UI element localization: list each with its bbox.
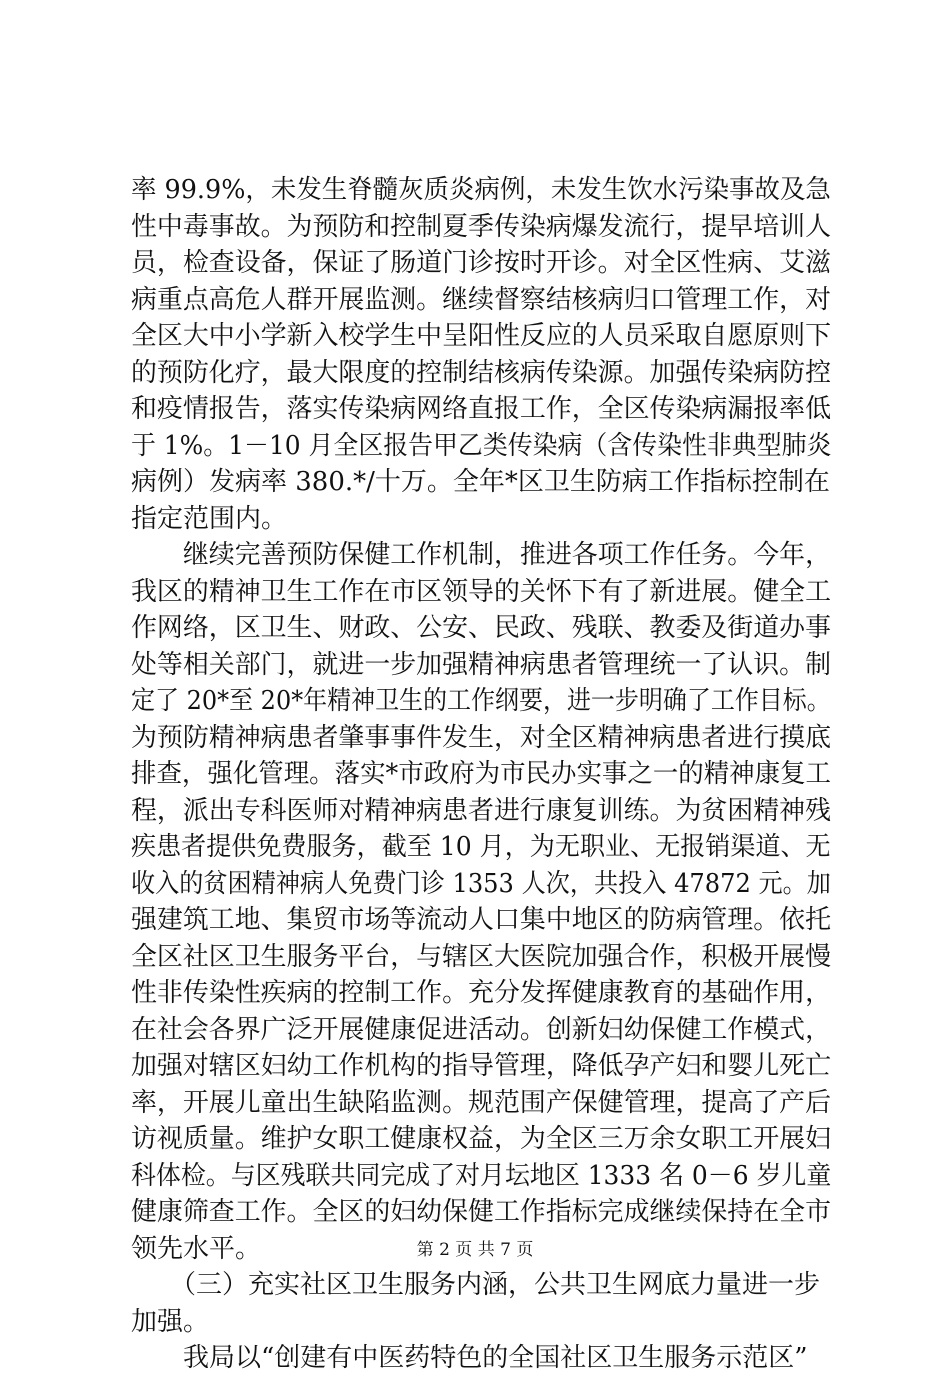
text-line: 全区社区卫生服务平台，与辖区大医院加强合作，积极开展慢 (131, 941, 832, 972)
text-line: 病例）发病率 380.*/十万。全年*区卫生防病工作指标控制在 (131, 467, 830, 497)
text-line: 率，开展儿童出生缺陷监测。规范围产保健管理，提高了产后 (131, 1087, 832, 1118)
page-number: 第 2 页 共 7 页 (416, 1240, 534, 1260)
text-line: 疾患者提供免费服务，截至 10 月，为无职业、无报销渠道、无 (131, 832, 831, 862)
text-line: 收入的贫困精神病人免费门诊 1353 人次，共投入 47872 元。加 (131, 868, 831, 899)
text-line: 强建筑工地、集贸市场等流动人口集中地区的防病管理。依托 (131, 905, 832, 935)
text-line: 病重点高危人群开展监测。继续督察结核病归口管理工作，对 (131, 284, 832, 315)
text-line: 率 99.9%，未发生脊髓灰质炎病例，未发生饮水污染事故及急 (131, 175, 831, 205)
text-line: 健康筛查工作。全区的妇幼保健工作指标完成继续保持在全市 (131, 1197, 832, 1227)
text-line: 领先水平。 (131, 1233, 262, 1264)
text-line: 作网络，区卫生、财政、公安、民政、残联、教委及街道办事 (131, 613, 832, 643)
text-line: 定了 20*至 20*年精神卫生的工作纲要，进一步明确了工作目标。 (131, 686, 831, 716)
page-footer (0, 1238, 950, 1262)
text-line: 和疫情报告，落实传染病网络直报工作，全区传染病漏报率低 (131, 394, 832, 424)
text-line: 我区的精神卫生工作在市区领导的关怀下有了新进展。健全工 (131, 576, 832, 607)
text-line: 访视质量。维护女职工健康权益，为全区三万余女职工开展妇 (131, 1124, 832, 1154)
text-line: 性非传染性疾病的控制工作。充分发挥健康教育的基础作用， (131, 978, 832, 1008)
text-line: 指定范围内。 (131, 503, 288, 534)
text-line: （三）充实社区卫生服务内涵，公共卫生网底力量进一步 (131, 1270, 821, 1300)
text-line: 在社会各界广泛开展健康促进活动。创新妇幼保健工作模式， (131, 1014, 832, 1045)
text-line: 为预防精神病患者肇事事件发生，对全区精神病患者进行摸底 (131, 722, 832, 753)
document-body (131, 172, 831, 1377)
text-line: 的预防化疗，最大限度的控制结核病传染源。加强传染病防控 (131, 357, 832, 388)
text-line: 全区大中小学新入校学生中呈阳性反应的人员采取自愿原则下 (131, 321, 832, 351)
text-line: 程，派出专科医师对精神病患者进行康复训练。为贫困精神残 (131, 795, 832, 826)
text-line: 处等相关部门，就进一步加强精神病患者管理统一了认识。制 (131, 649, 832, 680)
text-line: 加强。 (131, 1306, 210, 1337)
text-line: 于 1%。1－10 月全区报告甲乙类传染病（含传染性非典型肺炎 (131, 430, 832, 461)
text-line: 性中毒事故。为预防和控制夏季传染病爆发流行，提早培训人 (131, 211, 832, 242)
text-line: 继续完善预防保健工作机制，推进各项工作任务。今年， (131, 540, 832, 570)
text-line: 员，检查设备，保证了肠道门诊按时开诊。对全区性病、艾滋 (131, 248, 832, 278)
text-line: 我局以“创建有中医药特色的全国社区卫生服务示范区” (131, 1343, 808, 1373)
text-line: 科体检。与区残联共同完成了对月坛地区 1333 名 0－6 岁儿童 (131, 1160, 832, 1191)
text-line: 排查，强化管理。落实*市政府为市民办实事之一的精神康复工 (131, 759, 832, 789)
text-line: 加强对辖区妇幼工作机构的指导管理，降低孕产妇和婴儿死亡 (131, 1051, 832, 1081)
